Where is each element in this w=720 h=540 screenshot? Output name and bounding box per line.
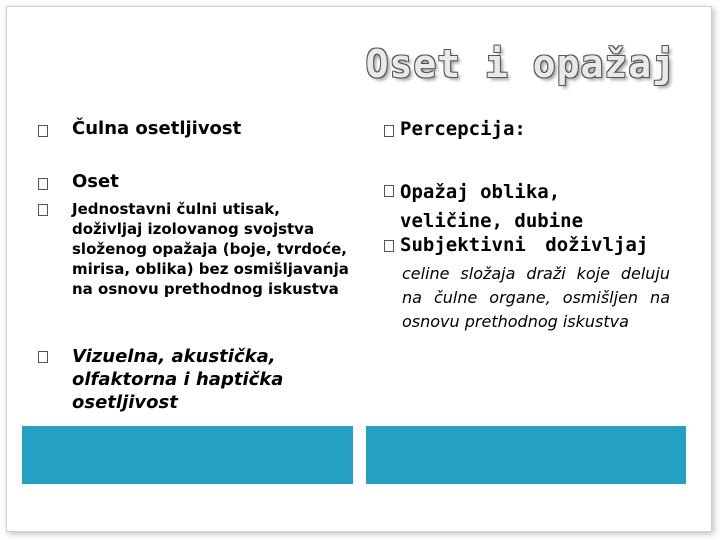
left-subitem-definition: Jednostavni čulni utisak, doživljaj izolovanog svojstva složenog opažaja (boje, tvrdoće, mirisa, oblika) bez osmišljavanja na osnovu prethodnog iskustva [72,200,349,298]
left-item-vizuelna: Vizuelna, akustička, olfaktorna i haptička osetljivost [72,346,284,413]
bullet-icon [38,351,48,363]
bullet-icon [38,125,48,137]
right-item-opazaj: Opažaj oblika, veličine, dubine [400,181,584,232]
left-item-culna: Čulna osetljivost [72,118,242,139]
right-accent-bar [366,426,686,484]
right-item-subjektivni: Subjektivni doživljaj [400,234,649,256]
slide-title: Oset i opažaj [365,42,676,86]
bullet-icon [38,204,48,216]
left-item-oset: Oset [72,171,119,192]
bullet-icon [38,178,48,190]
left-accent-bar [22,426,353,484]
bullet-icon [384,125,394,137]
right-item-percepcija: Percepcija: [400,118,526,140]
bullet-icon [384,240,394,252]
right-item-subjektivni-cont: celine složaja draži koje deluju na čulne organe, osmišljen na osnovu prethodnog iskustva [402,264,670,331]
bullet-icon [384,185,394,197]
